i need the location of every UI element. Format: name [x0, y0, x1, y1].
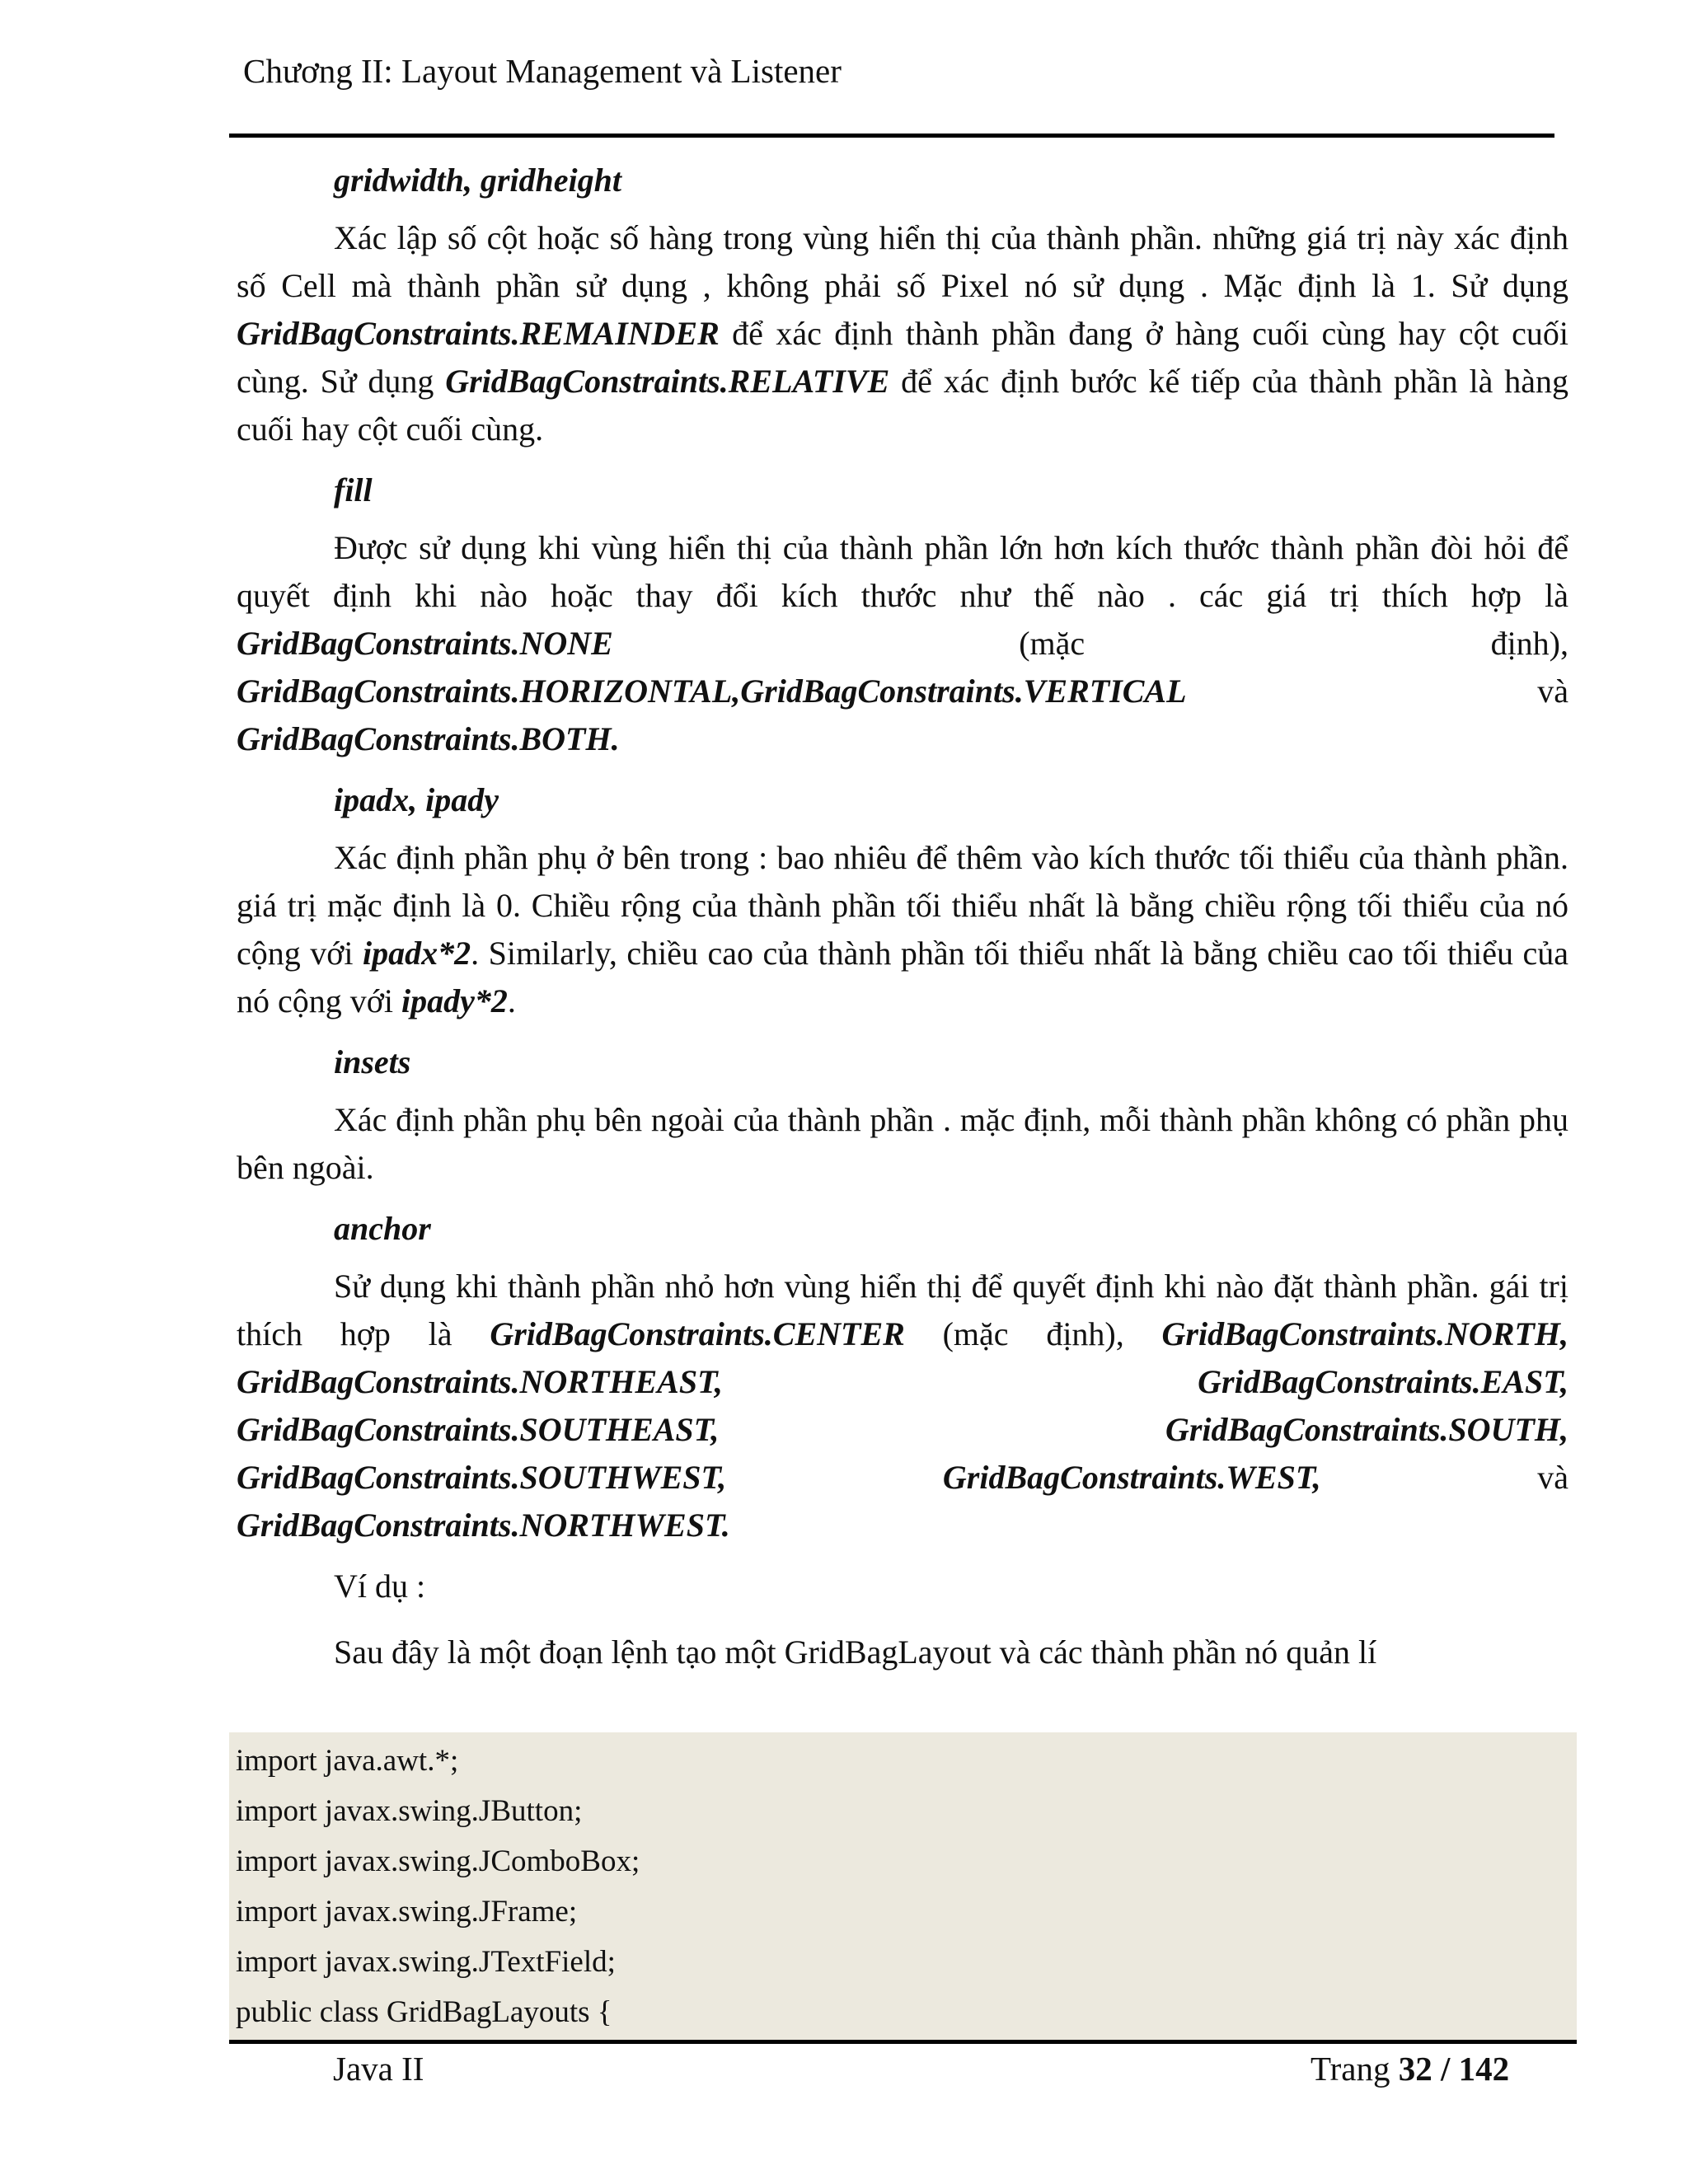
- code-term: GridBagConstraints.BOTH.: [237, 720, 620, 757]
- code-term: ipadx*2: [363, 935, 471, 972]
- code-term: ipady*2: [401, 982, 508, 1019]
- text-run: để xác định thành phần đang ở hàng cuối cùng hay cột cuối cùng. Sử dụng: [237, 315, 1568, 400]
- section-title: gridwidth, gridheight: [334, 162, 621, 199]
- text-run: . Similarly, chiều cao của thành phần tối thiểu nhất là bằng chiều cao tối thiểu của nó cộng với: [237, 935, 1568, 1019]
- header-divider: [229, 134, 1554, 138]
- page-number: [1311, 2044, 1509, 2095]
- code-line: import javax.swing.JComboBox;: [236, 1844, 640, 1878]
- chapter-header: Chương II: Layout Management và Listener: [243, 52, 842, 90]
- section-fill: [237, 466, 1568, 763]
- text-run: .: [507, 982, 516, 1019]
- section-paragraph: [237, 834, 1568, 1025]
- code-line: public class GridBagLayouts {: [236, 1995, 612, 2029]
- code-line: import javax.swing.JTextField;: [236, 1945, 616, 1979]
- example-label: Ví dụ :: [334, 1568, 426, 1605]
- section-paragraph: [237, 524, 1568, 763]
- text-run: Xác định phần phụ ở bên trong : bao nhiêu để thêm vào kích thước tối thiểu của thành phần. giá trị mặc định là 0. Chiều rộng của thành phần tối thiểu nhất là bằng chiều rộng tối thiểu của nó cộng với: [237, 839, 1568, 972]
- section-paragraph: [237, 1263, 1568, 1549]
- text-run: Xác lập số cột hoặc số hàng trong vùng hiển thị của thành phần. những giá trị này xác định số Cell mà thành phần sử dụng , không phải số Pixel nó sử dụng . Mặc định là 1. Sử dụng: [237, 219, 1568, 304]
- section-title: fill: [334, 471, 373, 509]
- code-term: GridBagConstraints.CENTER: [490, 1315, 905, 1352]
- page-label: Trang: [1311, 2050, 1390, 2088]
- code-term: GridBagConstraints.REMAINDER: [237, 315, 720, 352]
- text-run: để xác định bước kế tiếp của thành phần là hàng cuối hay cột cuối cùng.: [237, 363, 1568, 448]
- footer-course: Java II: [333, 2050, 424, 2088]
- code-block: [229, 1732, 1577, 2042]
- text-run: Được sử dụng khi vùng hiển thị của thành phần lớn hơn kích thước thành phần đòi hỏi để quyết định khi nào hoặc thay đổi kích thước như thế nào . các giá trị thích hợp là: [237, 529, 1568, 614]
- text-run: và: [1320, 1459, 1568, 1496]
- section-anchor: [237, 1205, 1568, 1549]
- code-line: import javax.swing.JButton;: [236, 1794, 583, 1828]
- code-term: GridBagConstraints.NORTHWEST.: [237, 1507, 730, 1544]
- text-run: (mặc định),: [904, 1315, 1162, 1352]
- section-title: anchor: [334, 1210, 431, 1247]
- code-term: GridBagConstraints.NORTH, GridBagConstraints.NORTHEAST, GridBagConstraints.EAST, GridBagConstraints.SOUTHEAST, GridBagConstraints.SOUTH, GridBagConstraints.SOUTHWEST, GridBagConstraints.WEST,: [237, 1315, 1569, 1496]
- page-separator: /: [1440, 2050, 1451, 2088]
- code-term: GridBagConstraints.NONE: [237, 625, 613, 662]
- section-insets: [237, 1038, 1568, 1192]
- text-run: Xác định phần phụ bên ngoài của thành phần . mặc định, mỗi thành phần không có phần phụ bên ngoài.: [237, 1101, 1568, 1186]
- text-run: (mặc định),: [612, 625, 1568, 662]
- code-term: GridBagConstraints.RELATIVE: [445, 363, 890, 400]
- text-run: Sử dụng khi thành phần nhỏ hơn vùng hiển thị để quyết định khi nào đặt thành phần. gái trị thích hợp là: [237, 1268, 1568, 1352]
- text-run: và: [1186, 673, 1568, 710]
- section-gridwidth: [237, 157, 1568, 453]
- section-paragraph: [237, 1096, 1568, 1192]
- section-ipadx: [237, 776, 1568, 1025]
- page-current: 32: [1398, 2050, 1432, 2088]
- section-paragraph: [237, 214, 1568, 453]
- section-title: ipadx, ipady: [334, 781, 499, 818]
- code-line: import javax.swing.JFrame;: [236, 1895, 578, 1929]
- code-line: import java.awt.*;: [236, 1744, 459, 1778]
- page-body: [237, 157, 1568, 1694]
- page-total: 142: [1458, 2050, 1510, 2088]
- section-title: insets: [334, 1043, 411, 1080]
- code-term: GridBagConstraints.HORIZONTAL,GridBagConstraints.VERTICAL: [237, 673, 1187, 710]
- example-intro: Sau đây là một đoạn lệnh tạo một GridBagLayout và các thành phần nó quản lí: [334, 1633, 1377, 1671]
